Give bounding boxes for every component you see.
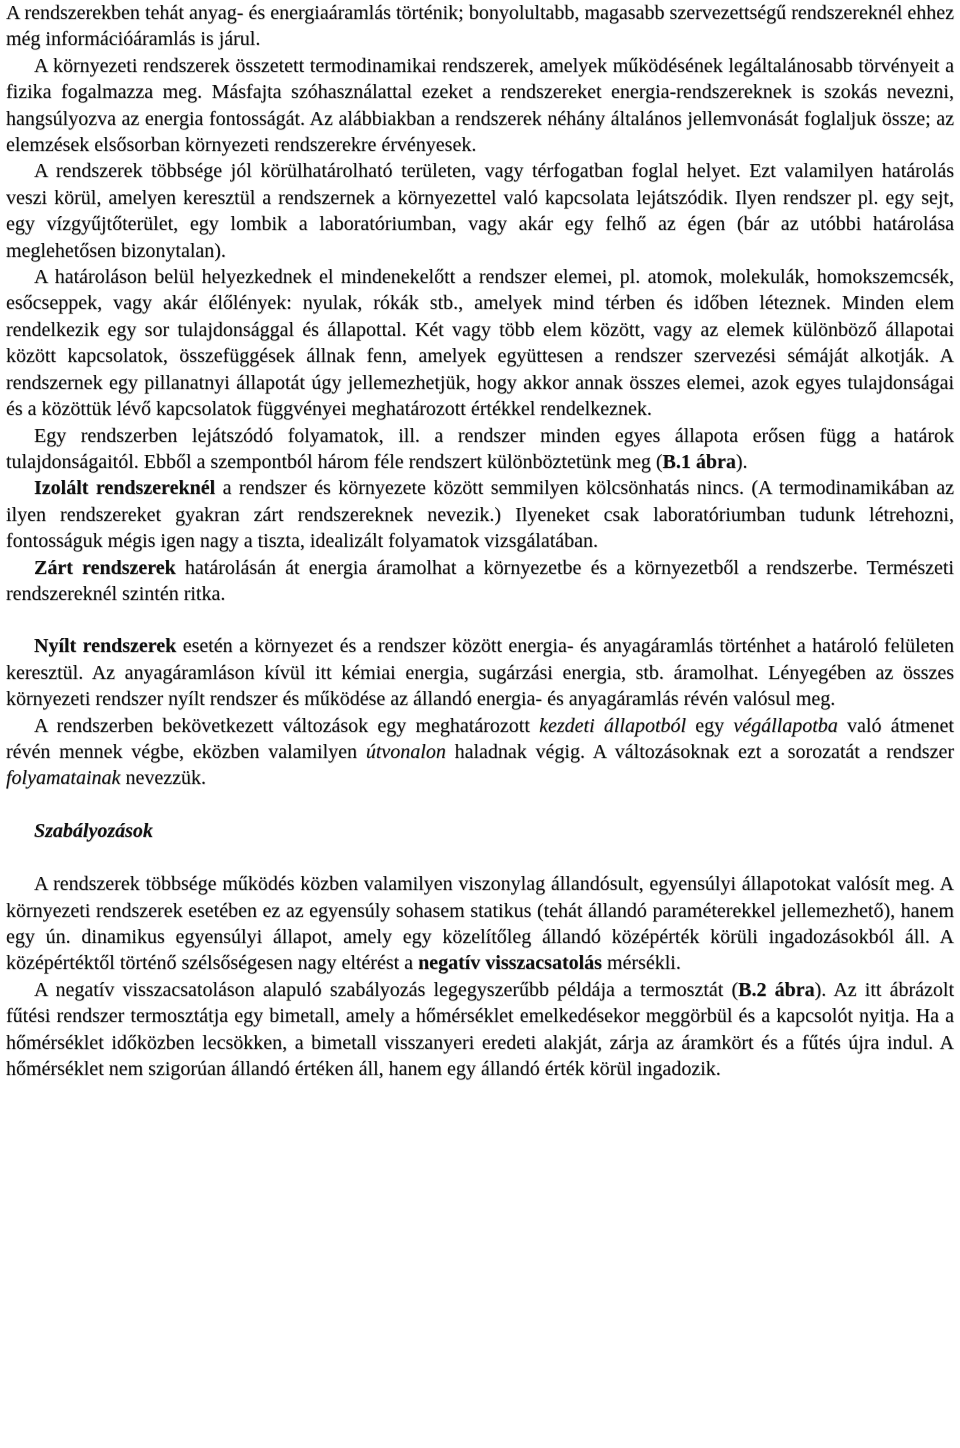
paragraph-2 [6, 53, 954, 159]
paragraph-9-text-1: A rendszerben bekövetkezett változások egy meghatározott [34, 714, 540, 737]
paragraph-open-systems [6, 633, 954, 712]
term-closed-systems: Zárt rendszerek [34, 556, 176, 579]
paragraph-10-end: mérsékli. [601, 952, 681, 975]
term-path: útvonalon [365, 740, 446, 763]
paragraph-3-text: A rendszerek többsége jól körülhatárolható területen, vagy térfogatban foglal helyet. Ezt valamilyen határolás veszi körül, amelyen keresztül a rendszernek a környezettel való kapcsolata lejátszódik. Ilyen rendszer pl. egy sejt, egy vízgyűjtőterület, egy lombik a laboratóriumban, vagy akár egy felhő az égen (bár az utóbbi határolása meglehetősen bizonytalan). [6, 160, 954, 262]
figure-reference-b1: B.1 ábra [662, 450, 736, 473]
paragraph-10-text: A rendszerek többsége működés közben valamilyen viszonylag állandósult, egyensúlyi állapotokat valósít meg. A környezeti rendszerek esetében ez az egyensúly sohasem statikus (tehát állandó paraméterekkel jellemezhető), hanem egy ún. dinamikus egyensúlyi állapot, amely egy közelítőleg állandó középérték körüli ingadozásokból áll. A középértéktől történő szélsőségesen nagy eltérést a [6, 873, 954, 975]
figure-reference-b2: B.2 ábra [738, 978, 815, 1001]
paragraph-4 [6, 264, 954, 422]
paragraph-11-end: ). Az itt ábrázolt fűtési rendszer termosztátja egy bimetall, amely a hőmérséklet emelkedésekor meggörbül és a kapcsolót nyitja. Ha a hőmérséklet időközben lecsökken, a bimetall visszanyeri eredeti alakját, zárja az áramkört és a fűtés újra indul. A hőmérséklet nem szigorúan állandó értéken áll, hanem egy állandó érték körül ingadozik. [6, 978, 955, 1081]
paragraph-equilibrium [6, 871, 954, 977]
section-heading-regulations: Szabályozások [34, 819, 153, 842]
paragraph-thermostat [6, 977, 954, 1083]
paragraph-5-text: Egy rendszerben lejátszódó folyamatok, ill. a rendszer minden egyes állapota erősen függ a határok tulajdonságaitól. Ebből a szempontból három féle rendszert különböztetünk meg ( [6, 424, 954, 473]
paragraph-9-text-5: nevezzük. [120, 767, 206, 790]
paragraph-1 [6, 0, 954, 53]
paragraph-isolated-text: a rendszer és környezete között semmilyen kölcsönhatás nincs. (A termodinamikában az ilyen rendszereket gyakran zárt rendszereknek nevezik.) Ilyeneket csak laboratóriumban tudunk létrehozni, fontosságuk mégis igen nagy a tiszta, idealizált folyamatok vizsgálatában. [6, 477, 955, 553]
paragraph-2-text: A környezeti rendszerek összetett termodinamikai rendszerek, amelyek működésének legáltalánosabb törvényeit a fizika fogalmazza meg. Másfajta szóhasználattal ezeket a rendszereket energia-rendszereknek is szokás nevezni, hangsúlyozva az energia fontosságát. Az alábbiakban a rendszerek néhány általános jellemvonását foglaljuk össze; az elemzések elsősorban környezeti rendszerekre érvényesek. [6, 54, 954, 157]
paragraph-9-text-4: haladnak végig. A változásoknak ezt a sorozatát a rendszer [445, 740, 955, 763]
paragraph-5 [6, 423, 954, 476]
paragraph-11-text: A negatív visszacsatoláson alapuló szabályozás legegyszerűbb példája a termosztát ( [34, 978, 739, 1001]
term-open-systems: Nyílt rendszerek [34, 635, 177, 658]
term-isolated-systems: Izolált rendszereknél [34, 477, 216, 500]
term-negative-feedback: negatív visszacsatolás [418, 952, 602, 975]
paragraph-state-changes [6, 713, 954, 792]
paragraph-open-text: esetén a környezet és a rendszer között energia- és anyagáramlás történhet a határoló felületen keresztül. Az anyagáramláson kívül itt kémiai energia, sugárzási energia, stb. áramolhat. Lényegében az összes környezeti rendszer nyílt rendszer és működése az állandó energia- és anyagáramlás révén valósul meg. [6, 635, 954, 711]
term-final-state: végállapotba [733, 714, 838, 737]
paragraph-isolated-systems [6, 475, 954, 554]
term-initial-state: kezdeti állapotból [539, 714, 687, 737]
paragraph-4-text: A határoláson belül helyezkednek el mindenekelőtt a rendszer elemei, pl. atomok, molekulák, homokszemcsék, esőcseppek, vagy akár élőlények: nyulak, rókák stb., amelyek mind térben és időben léteznek. Minden elem rendelkezik egy sor tulajdonsággal és állapottal. Két vagy több elem között, vagy az elemek különböző állapotai között kapcsolatok, összefüggések állnak fenn, amelyek együttesen a rendszer szervezési sémáját alkotják. A rendszernek egy pillanatnyi állapotát úgy jellemezhetjük, hogy akkor annak összes elemei, azok egyes tulajdonságai és a közöttük lévő kapcsolatok függvényei meghatározott értékkel rendelkeznek. [6, 266, 954, 421]
paragraph-9-text-2: egy [686, 714, 734, 737]
paragraph-closed-systems [6, 555, 954, 608]
paragraph-closed-text: határolásán át energia áramolhat a környezetbe és a környezetből a rendszerbe. Természeti rendszereknél szintén ritka. [6, 556, 954, 605]
paragraph-5-end: ). [735, 450, 748, 473]
paragraph-3 [6, 158, 954, 264]
paragraph-1-text: A rendszerekben tehát anyag- és energiaáramlás történik; bonyolultabb, magasabb szervezettségű rendszereknél ehhez még információáramlás is járul. [6, 2, 954, 51]
paragraph-9-text-3: való átmenet révén mennek végbe, eközben valamilyen [6, 714, 954, 763]
term-processes: folyamatainak [6, 767, 121, 790]
